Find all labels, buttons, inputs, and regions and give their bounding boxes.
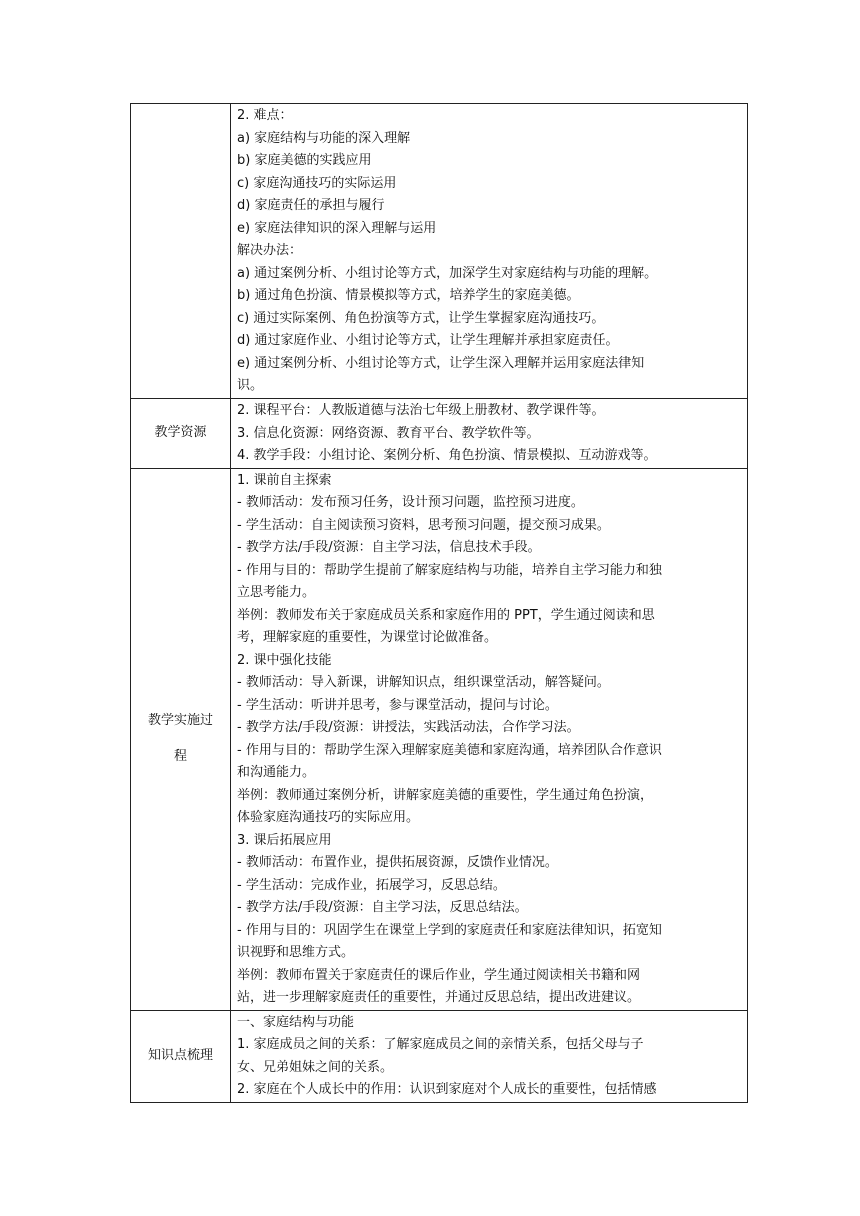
text-line: 1. 家庭成员之间的关系：了解家庭成员之间的亲情关系，包括父母与子 bbox=[237, 1037, 644, 1052]
text-line: - 教师活动：布置作业，提供拓展资源，反馈作业情况。 bbox=[237, 855, 558, 870]
text-line: 举例：教师布置关于家庭责任的课后作业，学生通过阅读相关书籍和网 bbox=[237, 967, 641, 983]
row-header-resources: 教学资源 bbox=[131, 399, 231, 469]
text-line: - 教师活动：发布预习任务，设计预习问题，监控预习进度。 bbox=[237, 495, 584, 510]
text-line: c) 通过实际案例、角色扮演等方式，让学生掌握家庭沟通技巧。 bbox=[237, 310, 605, 326]
text-line: d) 家庭责任的承担与履行 bbox=[237, 198, 385, 213]
text-line: 3. 课后拓展应用 bbox=[237, 832, 332, 848]
table-row-implementation bbox=[131, 468, 748, 1010]
text-line: 解决办法： bbox=[237, 243, 303, 258]
text-line: 2. 课程平台：人教版道德与法治七年级上册教材、教学课件等。 bbox=[237, 403, 605, 418]
text-line: - 教学方法/手段/资源：讲授法，实践活动法，合作学习法。 bbox=[237, 720, 580, 735]
text-line: - 学生活动：自主阅读预习资料，思考预习问题，提交预习成果。 bbox=[237, 517, 610, 533]
text-line: - 作用与目的：帮助学生深入理解家庭美德和家庭沟通，培养团队合作意识 bbox=[237, 742, 662, 758]
text-line: 和沟通能力。 bbox=[237, 765, 316, 780]
table-row-knowledge bbox=[131, 1010, 748, 1102]
text-line: 一、家庭结构与功能 bbox=[237, 1014, 355, 1030]
text-line: - 作用与目的：巩固学生在课堂上学到的家庭责任和家庭法律知识，拓宽知 bbox=[237, 922, 662, 938]
text-line: - 作用与目的：帮助学生提前了解家庭结构与功能，培养自主学习能力和独 bbox=[237, 562, 662, 578]
text-line: 女、兄弟姐妹之间的关系。 bbox=[237, 1059, 394, 1075]
text-line: 识视野和思维方式。 bbox=[237, 945, 355, 960]
text-line: 立思考能力。 bbox=[237, 585, 316, 600]
header-line: 程 bbox=[173, 749, 187, 764]
lesson-plan-table bbox=[130, 103, 748, 1103]
header-line: 教学实施过 bbox=[147, 713, 213, 728]
text-line: - 学生活动：听讲并思考，参与课堂活动，提问与讨论。 bbox=[237, 697, 558, 713]
table-row-resources bbox=[131, 399, 748, 469]
text-line: a) 通过案例分析、小组讨论等方式，加深学生对家庭结构与功能的理解。 bbox=[237, 265, 658, 281]
text-line: - 教学方法/手段/资源：自主学习法，信息技术手段。 bbox=[237, 540, 541, 555]
text-line: 2. 难点： bbox=[237, 108, 293, 123]
text-line: 体验家庭沟通技巧的实际应用。 bbox=[237, 810, 420, 825]
text-line: 站，进一步理解家庭责任的重要性，并通过反思总结，提出改进建议。 bbox=[237, 990, 641, 1005]
knowledge-content bbox=[231, 1010, 748, 1102]
text-line: 考，理解家庭的重要性，为课堂讨论做准备。 bbox=[237, 630, 498, 645]
text-line: c) 家庭沟通技巧的实际运用 bbox=[237, 175, 397, 191]
text-line: b) 通过角色扮演、情景模拟等方式，培养学生的家庭美德。 bbox=[237, 288, 580, 303]
text-line: b) 家庭美德的实践应用 bbox=[237, 153, 372, 168]
table-row-difficulties bbox=[131, 104, 748, 399]
text-line: a) 家庭结构与功能的深入理解 bbox=[237, 130, 411, 146]
text-line: 3. 信息化资源：网络资源、教育平台、教学软件等。 bbox=[237, 425, 540, 441]
text-line: 2. 课中强化技能 bbox=[237, 652, 332, 668]
text-line: - 教师活动：导入新课，讲解知识点，组织课堂活动，解答疑问。 bbox=[237, 675, 610, 690]
text-line: 4. 教学手段：小组讨论、案例分析、角色扮演、情景模拟、互动游戏等。 bbox=[237, 448, 657, 463]
text-line: e) 通过案例分析、小组讨论等方式，让学生深入理解并运用家庭法律知 bbox=[237, 355, 645, 371]
text-line: 举例：教师通过案例分析，讲解家庭美德的重要性，学生通过角色扮演， bbox=[237, 787, 654, 803]
text-line: d) 通过家庭作业、小组讨论等方式，让学生理解并承担家庭责任。 bbox=[237, 333, 619, 348]
text-line: e) 家庭法律知识的深入理解与运用 bbox=[237, 220, 437, 236]
text-line: 举例：教师发布关于家庭成员关系和家庭作用的 PPT，学生通过阅读和思 bbox=[237, 607, 655, 623]
text-line: 1. 课前自主探索 bbox=[237, 472, 332, 488]
text-line: 识。 bbox=[237, 378, 264, 393]
difficulties-content bbox=[231, 104, 748, 399]
text-line: - 学生活动：完成作业，拓展学习，反思总结。 bbox=[237, 877, 506, 893]
text-line: 2. 家庭在个人成长中的作用：认识到家庭对个人成长的重要性，包括情感 bbox=[237, 1082, 657, 1097]
row-header-empty bbox=[131, 104, 231, 399]
row-header-implementation bbox=[131, 468, 231, 1010]
text-line: - 教学方法/手段/资源：自主学习法，反思总结法。 bbox=[237, 900, 528, 915]
implementation-content bbox=[231, 468, 748, 1010]
resources-content bbox=[231, 399, 748, 469]
row-header-knowledge: 知识点梳理 bbox=[131, 1010, 231, 1102]
